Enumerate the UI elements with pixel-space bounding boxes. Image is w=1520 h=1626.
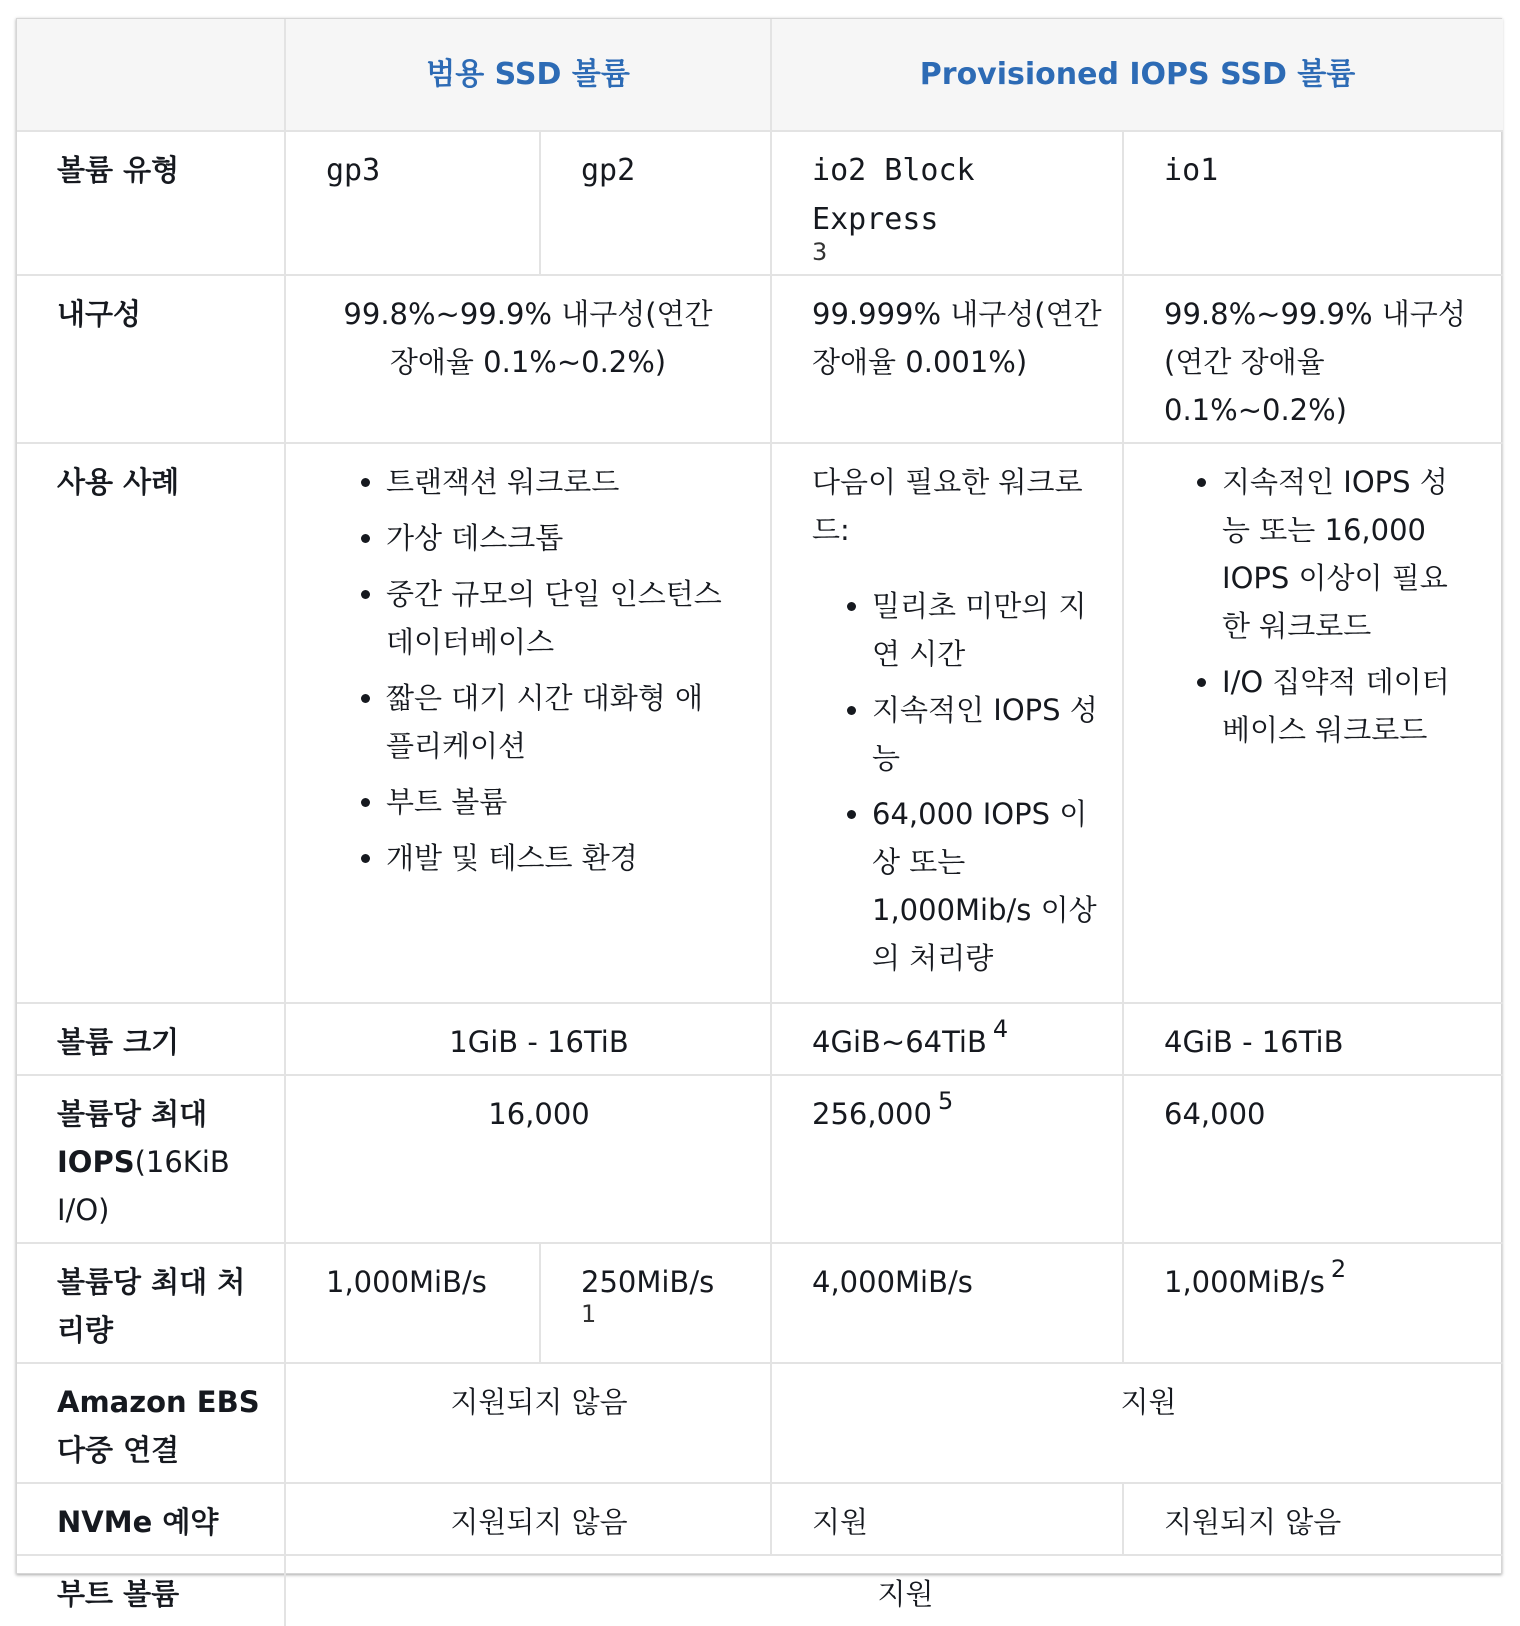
general-use-case-list	[348, 458, 730, 882]
cell-general-nvme: 지원되지 않음	[285, 1483, 771, 1555]
io2-volume-size-value: 4GiB~64TiB	[812, 1025, 987, 1059]
cell-io1-nvme: 지원되지 않음	[1123, 1483, 1503, 1555]
io1-use-case-list	[1184, 458, 1463, 754]
gp3-code: gp3	[326, 153, 381, 188]
list-item: • 트랜잭션 워크로드	[386, 458, 730, 506]
table-header-row	[17, 19, 1503, 131]
cell-general-volume-size: 1GiB - 16TiB	[285, 1003, 771, 1075]
row-label-multi-attach: Amazon EBS 다중 연결	[17, 1363, 285, 1483]
cell-general-max-iops: 16,000	[285, 1075, 771, 1243]
cell-provisioned-multi-attach: 지원	[771, 1363, 1503, 1483]
row-label-volume-type: 볼륨 유형	[17, 131, 285, 275]
io2-use-case-list	[812, 582, 1104, 982]
list-item: • 밀리초 미만의 지연 시간	[872, 582, 1104, 678]
cell-io2-type	[771, 131, 1123, 275]
max-iops-label-bold: 볼륨당 최대 IOPS	[57, 1097, 208, 1179]
row-max-iops	[17, 1075, 1503, 1243]
row-label-max-iops	[17, 1075, 285, 1243]
cell-io1-max-iops: 64,000	[1123, 1075, 1503, 1243]
comparison-table-container	[16, 18, 1502, 1611]
io1-code: io1	[1164, 153, 1219, 188]
cell-io2-nvme: 지원	[771, 1483, 1123, 1555]
list-item: • 중간 규모의 단일 인스턴스 데이터베이스	[386, 570, 730, 666]
row-boot-volume	[17, 1555, 1503, 1626]
row-label-max-throughput: 볼륨당 최대 처리량	[17, 1243, 285, 1363]
row-label-volume-size: 볼륨 크기	[17, 1003, 285, 1075]
cell-io2-durability: 99.999% 내구성(연간 장애율 0.001%)	[771, 275, 1123, 443]
cell-general-use-cases	[285, 443, 771, 1003]
max-iops-label-rest: (16KiB I/O)	[57, 1145, 230, 1227]
footnote-link-3[interactable]: 3	[812, 238, 828, 266]
row-volume-type	[17, 131, 1503, 275]
footnote-link-5[interactable]: 5	[937, 1087, 954, 1116]
io2-max-iops-value: 256,000	[812, 1097, 932, 1131]
gp2-code: gp2	[581, 153, 636, 188]
footnote-link-1[interactable]: 1	[581, 1300, 597, 1328]
list-item: • 64,000 IOPS 이상 또는 1,000Mib/s 이상의 처리량	[872, 790, 1104, 982]
list-item: • 가상 데스크톱	[386, 514, 730, 562]
header-provisioned-ssd: Provisioned IOPS SSD 볼륨	[771, 19, 1503, 131]
list-item: • 지속적인 IOPS 성능	[872, 686, 1104, 782]
row-label-use-cases: 사용 사례	[17, 443, 285, 1003]
cell-io1-durability: 99.8%~99.9% 내구성(연간 장애율 0.1%~0.2%)	[1123, 275, 1503, 443]
row-label-boot-volume: 부트 볼륨	[17, 1555, 285, 1626]
cell-all-boot-volume: 지원	[285, 1555, 1503, 1626]
cell-gp2-throughput	[540, 1243, 771, 1363]
row-max-throughput	[17, 1243, 1503, 1363]
row-volume-size	[17, 1003, 1503, 1075]
footnote-link-2[interactable]: 2	[1330, 1255, 1347, 1284]
header-empty-cell	[17, 19, 285, 131]
cell-io1-throughput	[1123, 1243, 1503, 1363]
cell-io1-use-cases	[1123, 443, 1503, 1003]
cell-io2-max-iops	[771, 1075, 1123, 1243]
row-multi-attach	[17, 1363, 1503, 1483]
io2-code: io2 Block Express	[812, 153, 975, 237]
gp2-throughput-value: 250MiB/s	[581, 1265, 715, 1299]
row-use-cases	[17, 443, 1503, 1003]
io1-throughput-value: 1,000MiB/s	[1164, 1265, 1325, 1299]
list-item: • 개발 및 테스트 환경	[386, 834, 730, 882]
cell-io1-volume-size: 4GiB - 16TiB	[1123, 1003, 1503, 1075]
ebs-volume-comparison-table	[17, 19, 1503, 1626]
list-item: • 지속적인 IOPS 성능 또는 16,000 IOPS 이상이 필요한 워크로드	[1222, 458, 1463, 650]
list-item: • 짧은 대기 시간 대화형 애플리케이션	[386, 674, 730, 770]
row-label-durability: 내구성	[17, 275, 285, 443]
row-durability	[17, 275, 1503, 443]
cell-io2-throughput: 4,000MiB/s	[771, 1243, 1123, 1363]
cell-gp2-type	[540, 131, 771, 275]
footnote-link-4[interactable]: 4	[992, 1015, 1009, 1044]
row-nvme	[17, 1483, 1503, 1555]
cell-io1-type	[1123, 131, 1503, 275]
io2-use-case-intro: 다음이 필요한 워크로드:	[812, 465, 1083, 547]
row-label-nvme: NVMe 예약	[17, 1483, 285, 1555]
cell-general-durability: 99.8%~99.9% 내구성(연간 장애율 0.1%~0.2%)	[285, 275, 771, 443]
list-item: • 부트 볼륨	[386, 778, 730, 826]
cell-io2-volume-size	[771, 1003, 1123, 1075]
cell-general-multi-attach: 지원되지 않음	[285, 1363, 771, 1483]
header-general-ssd: 범용 SSD 볼륨	[285, 19, 771, 131]
cell-gp3-type	[285, 131, 540, 275]
list-item: • I/O 집약적 데이터베이스 워크로드	[1222, 658, 1463, 754]
cell-io2-use-cases	[771, 443, 1123, 1003]
cell-gp3-throughput: 1,000MiB/s	[285, 1243, 540, 1363]
